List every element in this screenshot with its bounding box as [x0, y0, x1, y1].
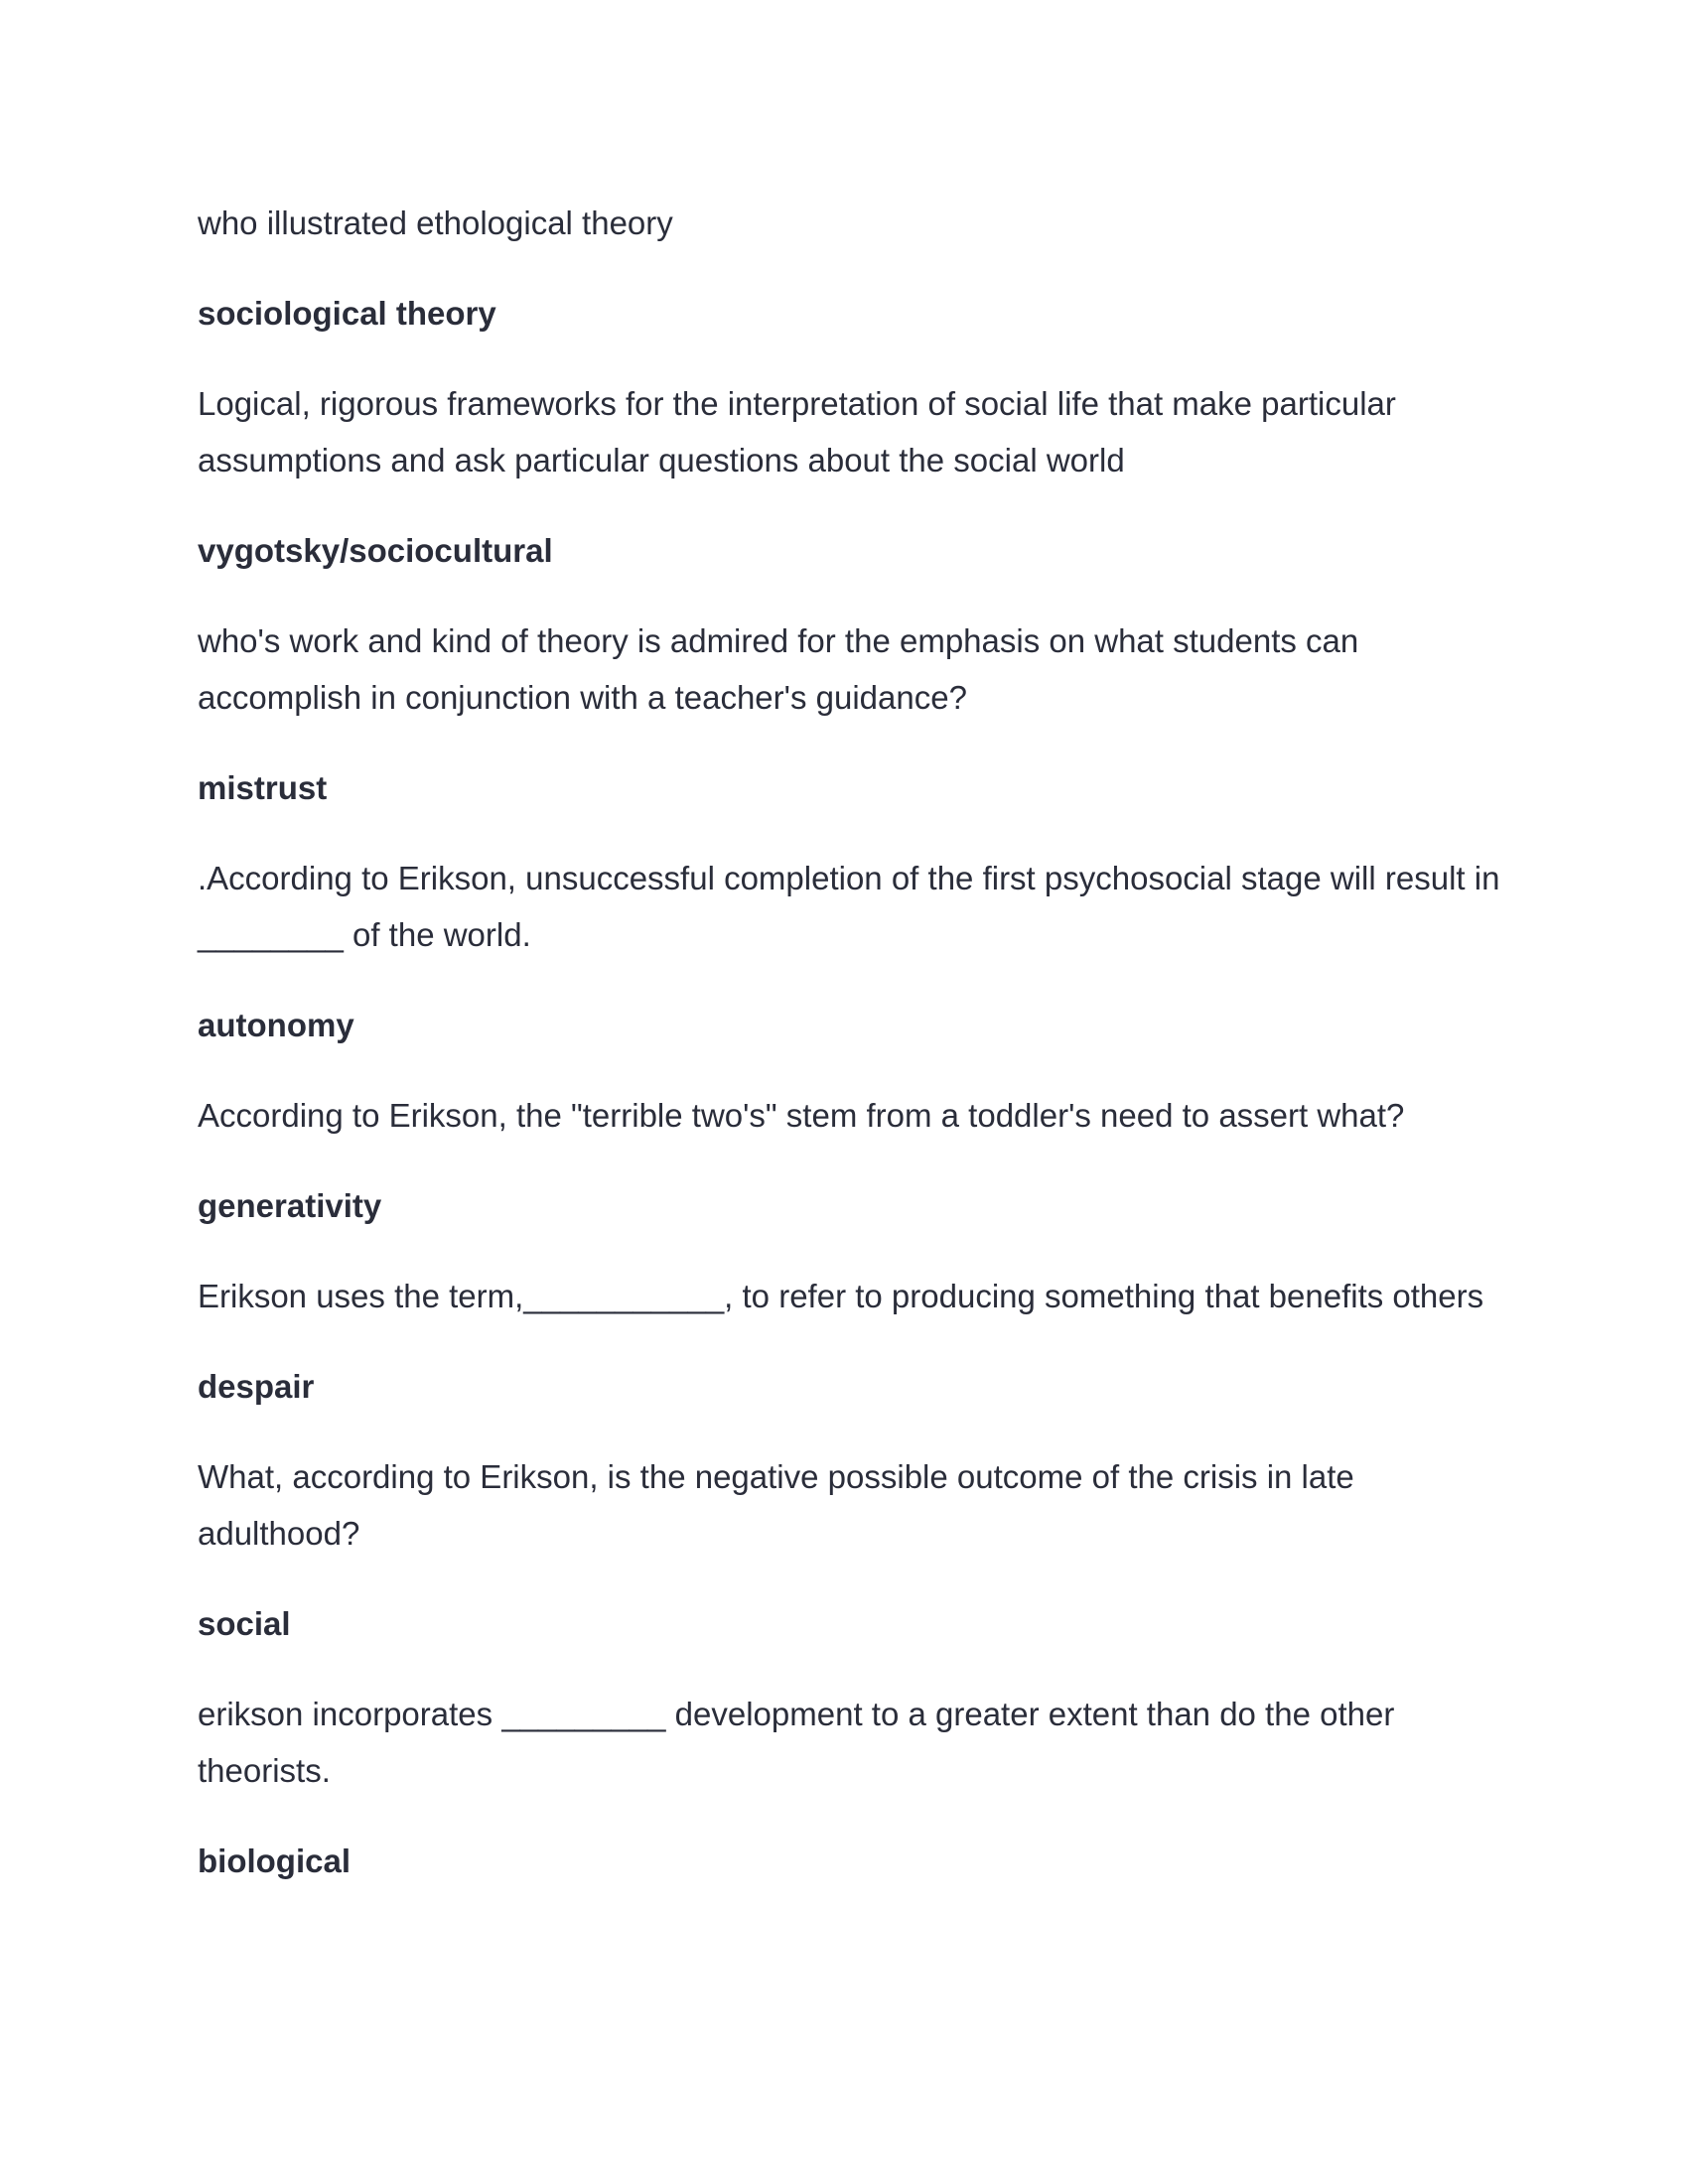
definition-text: who's work and kind of theory is admired for the emphasis on what students can accomplish in conjunction with a teacher's guidance? — [198, 622, 1359, 716]
term-heading: social — [198, 1605, 291, 1642]
term-heading: generativity — [198, 1187, 382, 1224]
definition-text: .According to Erikson, unsuccessful completion of the first psychosocial stage will result in ________ of the world. — [198, 860, 1500, 953]
definition-text: What, according to Erikson, is the negative possible outcome of the crisis in late adulthood? — [198, 1458, 1354, 1552]
document-page — [198, 195, 1508, 1923]
term-heading: biological — [198, 1843, 352, 1879]
definition-text: Logical, rigorous frameworks for the interpretation of social life that make particular assumptions and ask particular questions about the social world — [198, 385, 1396, 478]
term-heading: sociological theory — [198, 295, 496, 332]
term-heading: vygotsky/sociocultural — [198, 532, 553, 569]
definition-text: Erikson uses the term,___________, to refer to producing something that benefits others — [198, 1278, 1484, 1314]
term-heading: autonomy — [198, 1007, 354, 1043]
definition-text: who illustrated ethological theory — [198, 205, 673, 241]
definition-text: According to Erikson, the "terrible two's" stem from a toddler's need to assert what? — [198, 1097, 1405, 1134]
term-heading: mistrust — [198, 769, 328, 806]
term-heading: despair — [198, 1368, 315, 1405]
definition-text: erikson incorporates _________ development to a greater extent than do the other theorists. — [198, 1696, 1395, 1789]
